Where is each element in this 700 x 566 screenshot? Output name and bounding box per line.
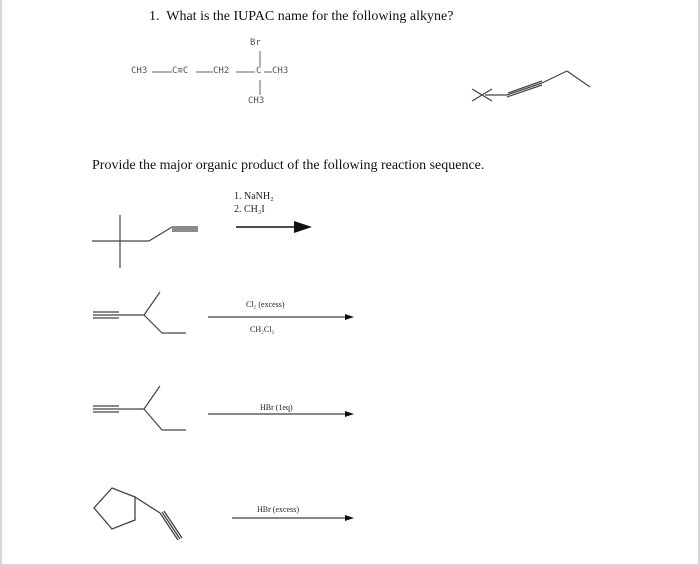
reaction-1-arrow [236, 221, 312, 233]
structures-layer [2, 0, 700, 566]
reactant-3-structure [93, 386, 186, 430]
question-2-text: Provide the major organic product of the following reaction sequence. [92, 158, 485, 173]
reactant-1-structure [92, 215, 198, 268]
reactant-2-structure [93, 292, 186, 333]
skeletal-alkyne-q1 [472, 71, 590, 101]
reaction-2-reagent-above: Cl₂ (excess) [246, 300, 285, 309]
reaction-1-reagent-2: 2. CH₃I [234, 204, 265, 215]
reactant-4-structure [94, 488, 182, 540]
reaction-1-reagent-1: 1. NaNH₂ [234, 191, 274, 202]
label-ch2: CH2 [213, 66, 230, 76]
reaction-2-arrow [208, 314, 354, 320]
label-ch3-right: CH3 [272, 66, 289, 76]
label-br: Br [250, 38, 261, 48]
reaction-3-reagent: HBr (1eq) [260, 403, 293, 412]
reaction-2-reagent-below: CH₂Cl₂ [250, 325, 275, 334]
reaction-3-arrow [208, 411, 354, 417]
label-triple-bond: C≡C [172, 66, 189, 76]
reaction-4-arrow [232, 515, 354, 521]
label-ch3-left: CH3 [131, 66, 148, 76]
question-1-number: 1. [149, 9, 160, 24]
label-center-carbon: C [256, 66, 262, 76]
reaction-4-reagent: HBr (excess) [257, 505, 299, 514]
label-ch3-bottom: CH3 [248, 96, 265, 106]
condensed-bonds [152, 51, 272, 95]
question-1-text: What is the IUPAC name for the following alkyne? [166, 9, 454, 24]
